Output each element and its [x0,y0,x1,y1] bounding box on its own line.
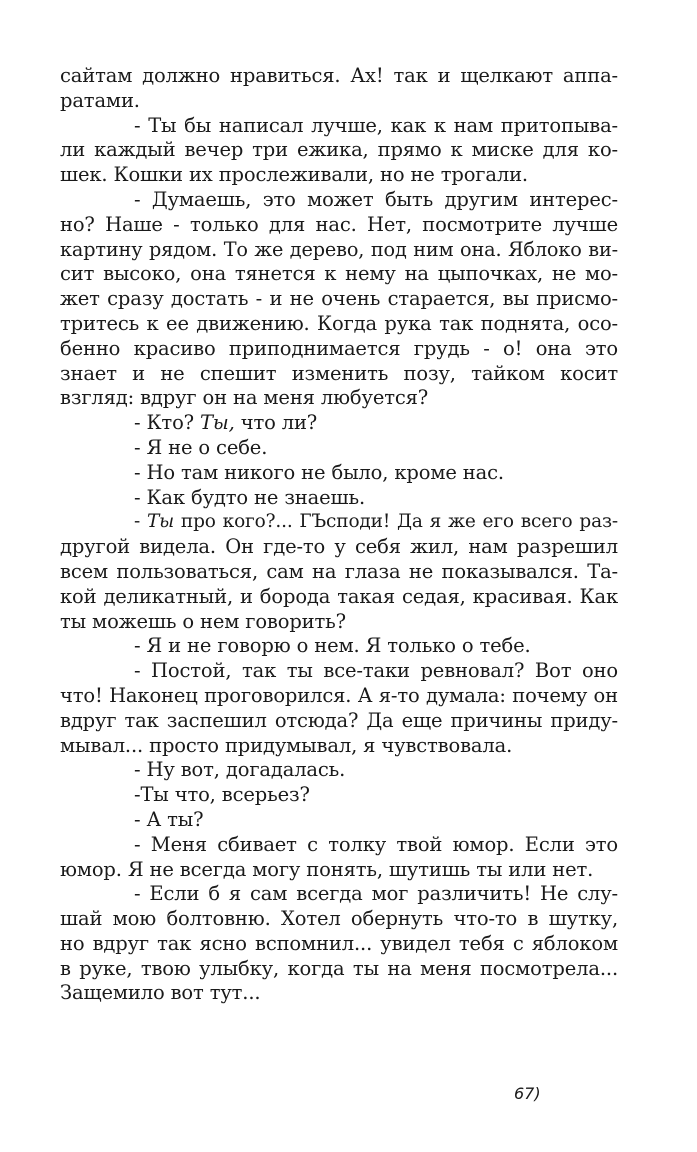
text-line: - Как будто не знаешь. [134,485,366,509]
text-line: - Ты бы написал лучше, как к нам притопыва- [134,113,618,137]
text-line: ты можешь о нем говорить? [60,609,346,633]
text-line: - Постой, так ты все-таки ревновал? Вот оно [134,659,618,683]
text-line: сайтам должно нравиться. Ах! так и щелкают аппа- [60,64,618,87]
text-line: -Ты что, всерьез? [134,783,310,807]
text-line: - Ты про кого?... ГЪсподи! Да я же его всего раз- [134,511,618,533]
body-text [60,64,618,1006]
text-line: Защемило вот тут... [60,981,261,1005]
text-line: - Ну вот, догадалась. [134,758,346,782]
text-line: шек. Кошки их прослеживали, но не трогали. [60,163,528,187]
text-line: - Если б я сам всегда мог различить! Не слу- [134,882,618,906]
page-number: 67) [514,1084,541,1103]
text-line: - Кто? Ты, что ли? [134,411,318,435]
text-line: - А ты? [134,807,204,831]
text-line: кой деликатный, и борода такая седая, красивая. Как [60,584,618,608]
text-line: всем пользоваться, сам на глаза не показывался. Та- [60,559,618,583]
text-line: - Меня сбивает с толку твой юмор. Если это [134,832,618,856]
text-line: но вдруг так ясно вспомнил... увидел тебя с яблоком [60,931,618,955]
text-line: но? Наше - только для нас. Нет, посмотрите лучше [60,212,618,236]
text-line: - Думаешь, это может быть другим интерес- [134,187,618,211]
text-line: жет сразу достать - и не очень старается, вы присмо- [60,287,618,311]
text-line: картину рядом. То же дерево, под ним она. Яблоко ви- [60,237,618,261]
text-line: знает и не спешит изменить позу, тайком косит [60,361,618,385]
text-line: - Но там никого не было, кроме нас. [134,460,504,484]
text-line: ратами. [60,88,140,112]
text-line: - Я не о себе. [134,435,268,459]
text-line: - Я и не говорю о нем. Я только о тебе. [134,634,531,658]
text-line: бенно красиво приподнимается грудь - о! она это [60,336,618,360]
text-line: ли каждый вечер три ежика, прямо к миске для ко- [60,138,618,162]
text-line: юмор. Я не всегда могу понять, шутишь ты или нет. [60,857,594,881]
text-line: тритесь к ее движению. Когда рука так поднята, осо- [60,311,618,335]
text-line: взгляд: вдруг он на меня любуется? [60,386,429,410]
text-line: что! Наконец проговорился. А я-то думала: почему он [60,683,618,707]
text-line: мывал... просто придумывал, я чувствовала. [60,733,513,757]
text-line: в руке, твою улыбку, когда ты на меня посмотрела... [60,956,618,980]
text-line: шай мою болтовню. Хотел обернуть что-то в шутку, [60,907,618,931]
text-line: другой видела. Он где-то у себя жил, нам разрешил [60,535,618,559]
text-line: вдруг так заспешил отсюда? Да еще причины приду- [60,708,618,732]
text-line: сит высоко, она тянется к нему на цыпочках, не мо- [60,262,618,286]
